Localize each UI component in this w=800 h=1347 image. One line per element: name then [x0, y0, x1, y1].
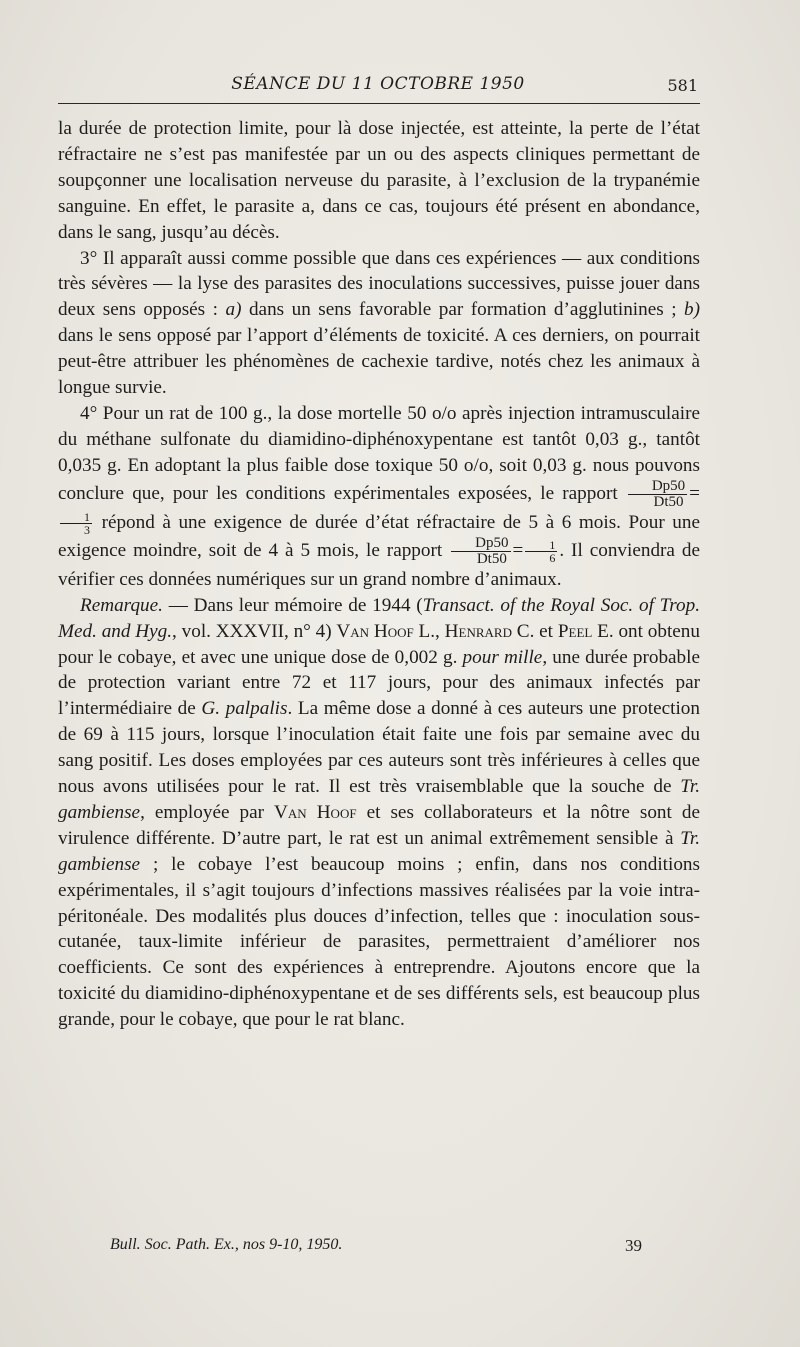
paragraph-4-text: , une durée probable de protection variant entre 72 et 117 jours, pour des animaux infectés par l’intermédiaire de: [58, 646, 700, 720]
item-b-label: b): [684, 299, 701, 321]
signature-mark: 39: [625, 1236, 642, 1255]
paragraph-4-text: E. ont obtenu pour le cobaye, et avec une unique dose de 0,002 g.: [58, 620, 700, 668]
italic-term: pour mille: [462, 646, 543, 668]
paragraph-2-text-b: dans un sens favorable par formation d’agglutinines ;: [241, 299, 685, 321]
fraction-denominator: Dt50: [476, 550, 507, 567]
author-name: Henrard: [444, 620, 512, 642]
paragraph-4-text: . La même dose a donné à ces auteurs une protection de 69 à 115 jours, lorsque l’inoculation était faite une fois par semaine avec du sang positif. Les doses employées par ces auteurs sont très inférieures à celles que nous avons utilisées pour le rat. Il est très vraisemblable que la souche de: [58, 698, 700, 798]
footer-citation: Bull. Soc. Path. Ex., nos 9-10, 1950.: [110, 1236, 343, 1253]
fraction-one-third: [60, 511, 92, 536]
paragraph-3-text-a: 4° Pour un rat de 100 g., la dose mortelle 50 o/o après injection intramusculaire du méthane sulfonate du diamidino-diphénoxypentane est tantôt 0,03 g., tantôt 0,035 g. En adoptant la plus faible dose toxique 50 o/o, soit 0,03 g. nous pouvons conclure que, pour les conditions expérimentales exposées, le rapport: [58, 402, 700, 504]
paragraph-3: [58, 401, 700, 593]
author-name: Van Hoof: [336, 620, 414, 642]
paragraph-2-text-a: 3° Il apparaît aussi comme possible que dans ces expériences — aux conditions très sévères — la lyse des parasites des inoculations successives, puisse jouer dans deux sens opposés :: [58, 247, 700, 321]
page-number: 581: [667, 76, 698, 95]
fraction-dp50-dt50-1: [628, 479, 687, 510]
paragraph-4: [58, 593, 700, 1033]
item-a-label: a): [225, 299, 242, 321]
paragraph-4-text: , employée par: [140, 801, 275, 823]
fraction-numerator: Dp50: [628, 479, 687, 495]
equals-sign: =: [689, 482, 700, 504]
paragraph-2: [58, 246, 700, 401]
paragraph-4-text: L.,: [413, 620, 445, 642]
paragraph-2-text-c: dans le sens opposé par l’apport d’éléments de toxicité. A ces derniers, on pourrait peut-être attribuer les phénomènes de cachexie tardive, notés chez les animaux à longue survie.: [58, 325, 700, 399]
species-name: G. palpalis: [201, 698, 288, 720]
journal-reference: Transact. of the Royal Soc. of Trop. Med. and Hyg.: [58, 594, 700, 642]
author-name: Peel: [557, 620, 593, 642]
species-name: Tr. gambiense: [58, 827, 700, 875]
fraction-denominator: Dt50: [653, 493, 684, 510]
species-name: Tr. gambiense: [58, 776, 700, 823]
paragraph-4-text: — Dans leur mémoire de 1944 (: [162, 594, 423, 616]
fraction-dp50-dt50-2: [451, 536, 510, 567]
paragraph-4-text: ; le cobaye l’est beaucoup moins ; enfin, dans nos conditions expérimentales, il s’agit toujours d’infections massives réalisées par la voie intra-péritonéale. Des modalités plus douces d’infection, telles que : inoculation sous-cutanée, taux-limite inférieur de parasites, permettraient d’améliorer nos coefficients. Ce sont des expériences à entreprendre. Ajoutons encore que la toxicité du diamidino-diphénoxypentane et de ses différents sels, est beaucoup plus grande, pour le cobaye, que pour le rat blanc.: [58, 853, 700, 1031]
paragraph-4-text: C. et: [511, 620, 558, 642]
header-rule: [58, 103, 700, 104]
fraction-one-sixth: [525, 539, 557, 564]
paragraph-1-text: la durée de protection limite, pour là dose injectée, est atteinte, la perte de l’état réfractaire ne s’est pas manifestée par un ou des aspects cliniques permettant de soupçonner une localisation nerveuse du parasite, à l’exclusion de la trypanémie sanguine. En effet, le parasite a, dans ce cas, toujours été présent en abondance, dans le sang, jusqu’au décès.: [58, 118, 700, 243]
author-name: Van Hoof: [274, 801, 357, 823]
paragraph-4-text: , vol. XXXVII, n° 4): [172, 620, 337, 642]
equals-sign: =: [512, 539, 524, 561]
paragraph-4-text: et ses collaborateurs et la nôtre sont de virulence différente. D’autre part, le rat est un animal extrêmement sensible à: [58, 801, 700, 849]
paragraph-3-text-e: . Il conviendra de vérifier ces données numériques sur un grand nombre d’animaux.: [58, 539, 700, 590]
fraction-denominator: 3: [84, 522, 90, 537]
paragraph-1: [58, 116, 700, 246]
fraction-numerator: 1: [525, 539, 557, 552]
header-title: SÉANCE DU 11 OCTOBRE 1950: [231, 74, 525, 94]
fraction-numerator: 1: [60, 511, 92, 524]
body-text: [58, 116, 700, 1033]
fraction-denominator: 6: [549, 550, 556, 565]
fraction-numerator: Dp50: [451, 536, 510, 552]
paragraph-3-text-c: répond à une exigence de durée d’état réfractaire de 5 à 6 mois. Pour une exigence moindre, soit de 4 à 5 mois, le rapport: [58, 511, 701, 561]
running-header: [58, 70, 698, 100]
remark-label: Remarque.: [80, 594, 163, 616]
